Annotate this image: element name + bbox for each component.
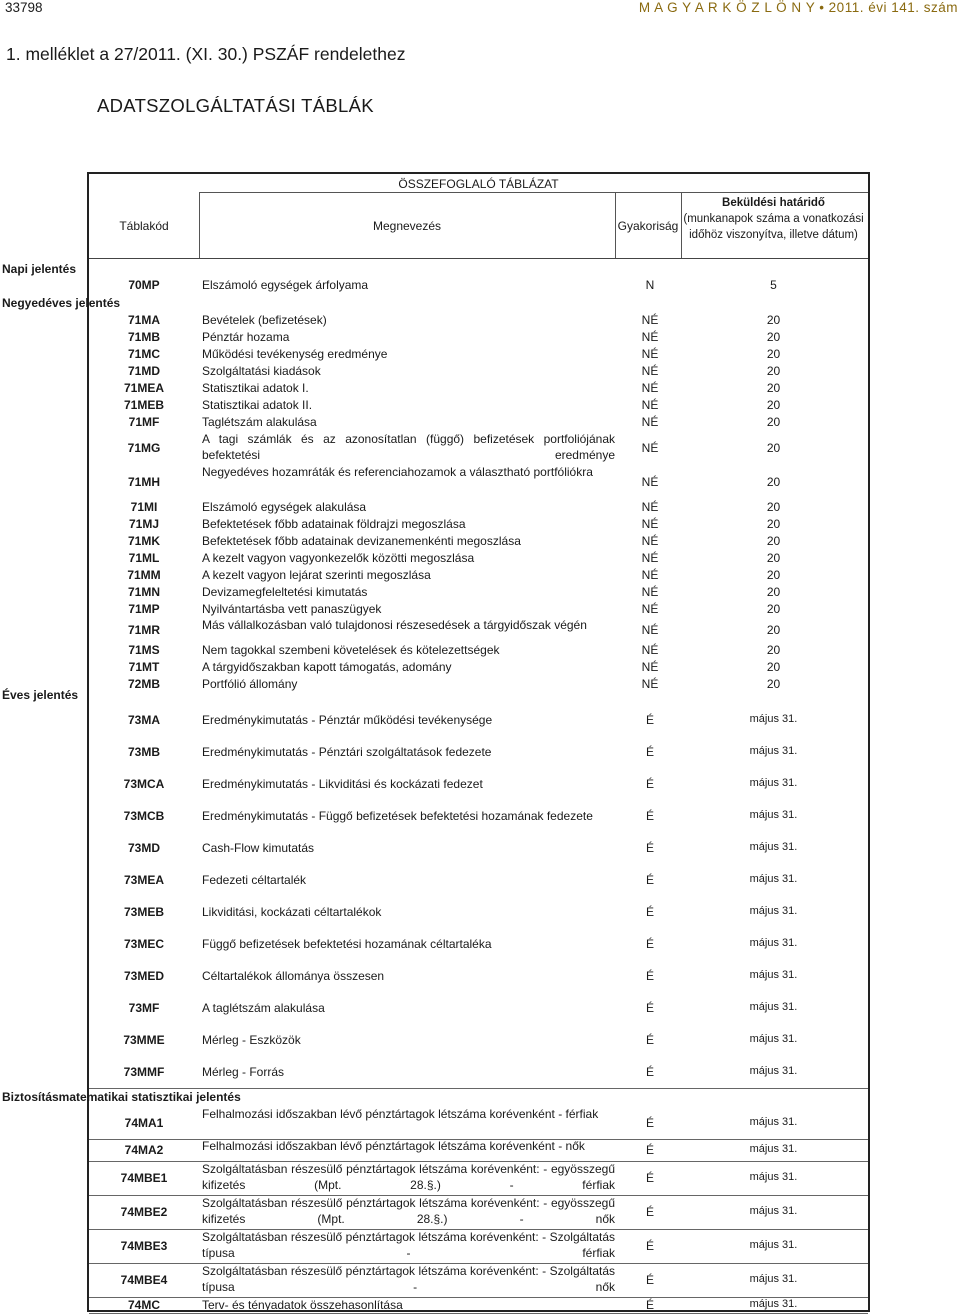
table-deadline: 20 [766, 585, 781, 599]
table-name: Fedezeti céltartalék [202, 873, 307, 887]
table-row [89, 533, 868, 550]
table-deadline: 20 [766, 568, 781, 582]
table-frequency: NÉ [641, 475, 659, 489]
table-name: Céltartalékok állománya összesen [202, 969, 385, 983]
table-row [89, 397, 868, 414]
table-code: 71MF [128, 415, 160, 429]
table-row [89, 704, 868, 736]
table-deadline: május 31. [749, 1205, 798, 1217]
table-row [89, 1056, 868, 1088]
row-divider [89, 1088, 868, 1089]
table-frequency: NÉ [641, 313, 659, 327]
table-deadline: május 31. [749, 713, 798, 725]
table-frequency: É [645, 1001, 654, 1015]
table-name: Nem tagokkal szembeni követelések és kötelezettségek [202, 643, 500, 657]
table-deadline: 20 [766, 381, 781, 395]
table-code: 73MB [127, 745, 160, 759]
table-deadline: május 31. [749, 1116, 798, 1128]
section-title: Napi jelentés [2, 262, 77, 276]
table-frequency: NÉ [641, 534, 659, 548]
table-frequency: NÉ [641, 500, 659, 514]
table-deadline: május 31. [749, 1273, 798, 1285]
table-code: 71MM [127, 568, 161, 582]
table-row [89, 896, 868, 928]
table-code: 71MT [128, 660, 160, 674]
table-frequency: NÉ [641, 568, 659, 582]
table-deadline: május 31. [749, 1239, 798, 1251]
table-name: Likviditási, kockázati céltartalékok [202, 905, 382, 919]
table-bottom-border [89, 1310, 868, 1312]
table-frequency: NÉ [641, 623, 659, 637]
table-code: 73MF [128, 1001, 160, 1015]
table-row [89, 516, 868, 533]
table-deadline: május 31. [749, 1065, 798, 1077]
table-name: Statisztikai adatok II. [202, 398, 313, 412]
table-name: Felhalmozási időszakban lévő pénztártagok létszáma korévenként - férfiak [202, 1107, 599, 1121]
table-deadline: 20 [766, 551, 781, 565]
table-row [89, 346, 868, 363]
table-frequency: NÉ [641, 364, 659, 378]
table-frequency: NÉ [641, 415, 659, 429]
table-code: 71MH [127, 475, 160, 489]
table-row [89, 642, 868, 659]
table-deadline: május 31. [749, 969, 798, 981]
table-deadline: május 31. [749, 777, 798, 789]
table-frequency: NÉ [641, 660, 659, 674]
table-row [89, 960, 868, 992]
table-row [89, 567, 868, 584]
table-row [89, 1195, 868, 1229]
table-code: 74MBE1 [120, 1171, 168, 1185]
table-name: Devizamegfeleltetési kimutatás [202, 585, 368, 599]
table-deadline: 20 [766, 475, 781, 489]
table-row [89, 465, 868, 499]
table-frequency: É [645, 1171, 654, 1185]
table-code: 73MD [127, 841, 160, 855]
table-deadline: május 31. [749, 873, 798, 885]
table-code: 71MK [127, 534, 160, 548]
table-row [89, 1139, 868, 1161]
table-name: Cash-Flow kimutatás [202, 841, 315, 855]
table-row [89, 768, 868, 800]
table-row [89, 618, 868, 642]
table-row [89, 312, 868, 329]
table-name: Más vállalkozásban való tulajdonosi részesedések a tárgyidőszak végén [202, 618, 587, 632]
table-code: 73MMF [123, 1065, 165, 1079]
table-frequency: É [645, 937, 654, 951]
table-row [89, 800, 868, 832]
table-deadline: 20 [766, 347, 781, 361]
table-name: A tárgyidőszakban kapott támogatás, adomány [202, 660, 452, 674]
table-code: 72MB [127, 677, 160, 691]
table-row [89, 329, 868, 346]
table-code: 73MEA [123, 873, 164, 887]
table-frequency: É [645, 969, 654, 983]
table-name: Mérleg - Eszközök [202, 1033, 301, 1047]
page-title: ADATSZOLGÁLTATÁSI TÁBLÁK [97, 95, 374, 116]
table-name: Eredménykimutatás - Pénztári szolgáltatások fedezete [202, 745, 492, 759]
table-deadline: 20 [766, 415, 781, 429]
table-row [89, 928, 868, 960]
table-name: Nyilvántartásba vett panaszügyek [202, 602, 382, 616]
table-name: A kezelt vagyon lejárat szerinti megoszlása [202, 568, 431, 582]
table-frequency: É [645, 1205, 654, 1219]
table-deadline: 20 [766, 500, 781, 514]
table-code: 74MA1 [124, 1116, 164, 1130]
table-deadline: május 31. [749, 809, 798, 821]
table-deadline: 20 [766, 623, 781, 637]
table-deadline: május 31. [749, 937, 798, 949]
page-number: 33798 [5, 0, 43, 15]
table-frequency: É [645, 1143, 654, 1157]
table-name: Eredménykimutatás - Likviditási és kockázati fedezet [202, 777, 483, 791]
table-frequency: NÉ [641, 585, 659, 599]
table-frequency: É [645, 1116, 654, 1130]
table-name: Mérleg - Forrás [202, 1065, 285, 1079]
table-frequency: NÉ [641, 602, 659, 616]
table-name: A kezelt vagyon vagyonkezelők közötti megoszlása [202, 551, 475, 565]
table-frequency: É [645, 1298, 654, 1312]
table-name: Terv- és tényadatok összehasonlítása [202, 1298, 403, 1312]
column-header-frequency: Gyakoriság [617, 219, 679, 233]
table-name: Eredménykimutatás - Pénztár működési tevékenysége [202, 713, 493, 727]
table-deadline: május 31. [749, 1001, 798, 1013]
table-name: Statisztikai adatok I. [202, 381, 309, 395]
table-frequency: É [645, 905, 654, 919]
table-frequency: É [645, 1033, 654, 1047]
section-title: Negyedéves jelentés [2, 296, 121, 310]
table-frequency: N [645, 278, 655, 292]
table-row [89, 431, 868, 465]
table-row [89, 499, 868, 516]
table-code: 71MEB [123, 398, 164, 412]
table-name: Szolgáltatásban részesülő pénztártagok létszáma korévenként: - Szolgáltatás típusa - férfiak [202, 1230, 615, 1260]
table-frequency: É [645, 1273, 654, 1287]
table-row [89, 659, 868, 676]
table-frequency: NÉ [641, 677, 659, 691]
table-name: Felhalmozási időszakban lévő pénztártagok létszáma korévenként - nők [202, 1139, 585, 1153]
table-deadline: 20 [766, 364, 781, 378]
table-row [89, 550, 868, 567]
table-deadline: 20 [766, 517, 781, 531]
table-code: 73MEB [123, 905, 164, 919]
table-name: Eredménykimutatás - Függő befizetések befektetési hozamának fedezete [202, 809, 593, 823]
table-name: Működési tevékenység eredménye [202, 347, 388, 361]
table-name: A taglétszám alakulása [202, 1001, 325, 1015]
table-name: Elszámoló egységek alakulása [202, 500, 367, 514]
table-row [89, 1107, 868, 1139]
table-code: 71MP [128, 602, 160, 616]
table-name: Elszámoló egységek árfolyama [202, 278, 369, 292]
table-row [89, 1229, 868, 1263]
table-code: 73MME [123, 1033, 165, 1047]
table-code: 74MA2 [124, 1143, 164, 1157]
table-name: Taglétszám alakulása [202, 415, 317, 429]
table-row [89, 380, 868, 397]
table-code: 71MI [130, 500, 158, 514]
table-code: 73MED [123, 969, 164, 983]
table-code: 71MA [127, 313, 160, 327]
table-frequency: É [645, 777, 654, 791]
column-header-name: Megnevezés [372, 219, 442, 233]
table-row [89, 584, 868, 601]
table-name: Szolgáltatásban részesülő pénztártagok létszáma korévenként: - Szolgáltatás típusa - nők [202, 1264, 615, 1294]
table-frequency: NÉ [641, 381, 659, 395]
table-deadline: 20 [766, 643, 781, 657]
table-name: A tagi számlák és az azonosítatlan (függő) befizetések portfoliójának befektetési eredménye [202, 432, 615, 462]
summary-table [2, 172, 870, 1312]
table-frequency: É [645, 1065, 654, 1079]
table-header [89, 172, 868, 259]
table-frequency: É [645, 841, 654, 855]
table-code: 73MEC [123, 937, 164, 951]
table-deadline: 5 [770, 278, 777, 292]
table-row [89, 601, 868, 618]
table-name: Bevételek (befizetések) [202, 313, 327, 327]
table-code: 71MG [127, 441, 161, 455]
table-row [89, 676, 868, 693]
table-name: Befektetések főbb adatainak földrajzi megoszlása [202, 517, 466, 531]
table-deadline: május 31. [749, 1171, 798, 1183]
table-frequency: É [645, 745, 654, 759]
table-deadline: május 31. [749, 841, 798, 853]
table-code: 73MCA [123, 777, 165, 791]
table-frequency: NÉ [641, 347, 659, 361]
table-frequency: É [645, 809, 654, 823]
table-name: Negyedéves hozamráták és referenciahozamok a választható portfóliókra [202, 465, 593, 479]
table-row [89, 277, 868, 294]
annex-title: 1. melléklet a 27/2011. (XI. 30.) PSZÁF rendelethez [6, 44, 406, 64]
table-code: 71MN [127, 585, 160, 599]
page-header [0, 0, 960, 22]
table-frequency: NÉ [641, 441, 659, 455]
table-deadline: 20 [766, 534, 781, 548]
table-frequency: NÉ [641, 643, 659, 657]
table-name: Szolgáltatásban részesülő pénztártagok létszáma korévenként: - egyösszegű kifizetés (Mpt. 28.§.) - nők [202, 1196, 615, 1226]
table-row [89, 1024, 868, 1056]
column-header-deadline [681, 195, 866, 243]
table-deadline: 20 [766, 313, 781, 327]
table-deadline: 20 [766, 441, 781, 455]
table-code: 71ML [128, 551, 160, 565]
table-name: Függő befizetések befektetési hozamának céltartaléka [202, 937, 492, 951]
table-deadline: 20 [766, 398, 781, 412]
table-name: Szolgáltatási kiadások [202, 364, 321, 378]
table-row [89, 414, 868, 431]
table-frequency: NÉ [641, 551, 659, 565]
table-row [89, 1161, 868, 1195]
table-code: 71MD [127, 364, 160, 378]
table-name: Portfólió állomány [202, 677, 298, 691]
section-title: Biztosításmatematikai statisztikai jelentés [2, 1090, 241, 1104]
table-frequency: É [645, 713, 654, 727]
table-code: 71MB [127, 330, 160, 344]
table-row [89, 864, 868, 896]
table-code: 71MJ [128, 517, 160, 531]
table-name: Pénztár hozama [202, 330, 290, 344]
table-frequency: NÉ [641, 517, 659, 531]
table-row [89, 992, 868, 1024]
table-code: 71MR [127, 623, 160, 637]
table-deadline: május 31. [749, 905, 798, 917]
table-code: 71MS [128, 643, 160, 657]
deadline-header-note: (munkanapok száma a vonatkozási időhöz viszonyítva, illetve dátum) [683, 213, 864, 241]
table-row [89, 736, 868, 768]
table-frequency: NÉ [641, 398, 659, 412]
table-code: 73MCB [123, 809, 165, 823]
table-code: 71MC [127, 347, 160, 361]
table-code: 71MEA [123, 381, 164, 395]
table-deadline: május 31. [749, 1143, 798, 1155]
column-header-code: Táblakód [119, 219, 169, 233]
table-row [89, 832, 868, 864]
table-name: Szolgáltatásban részesülő pénztártagok létszáma korévenként: - egyösszegű kifizetés (Mpt. 28.§.) - férfiak [202, 1162, 615, 1192]
table-code: 73MA [127, 713, 160, 727]
section-title: Éves jelentés [2, 688, 79, 702]
table-deadline: május 31. [749, 1033, 798, 1045]
table-frequency: É [645, 1239, 654, 1253]
publication-title: M A G Y A R K Ö Z L Ö N Y • 2011. évi 141. szám [638, 0, 958, 15]
table-row [89, 363, 868, 380]
summary-label: ÖSSZEFOGLALÓ TÁBLÁZAT [398, 177, 559, 191]
table-code: 74MBE3 [120, 1239, 168, 1253]
table-code: 74MC [127, 1298, 160, 1312]
table-deadline: május 31. [749, 745, 798, 757]
table-deadline: 20 [766, 660, 781, 674]
table-frequency: É [645, 873, 654, 887]
table-frequency: NÉ [641, 330, 659, 344]
table-deadline: május 31. [749, 1298, 798, 1310]
table-row [89, 1263, 868, 1297]
table-name: Befektetések főbb adatainak devizanemenkénti megoszlása [202, 534, 521, 548]
table-deadline: 20 [766, 330, 781, 344]
table-deadline: 20 [766, 677, 781, 691]
table-deadline: 20 [766, 602, 781, 616]
table-code: 74MBE4 [120, 1273, 168, 1287]
deadline-header-bold: Beküldési határidő [722, 197, 825, 209]
table-code: 70MP [128, 278, 160, 292]
table-code: 74MBE2 [120, 1205, 168, 1219]
